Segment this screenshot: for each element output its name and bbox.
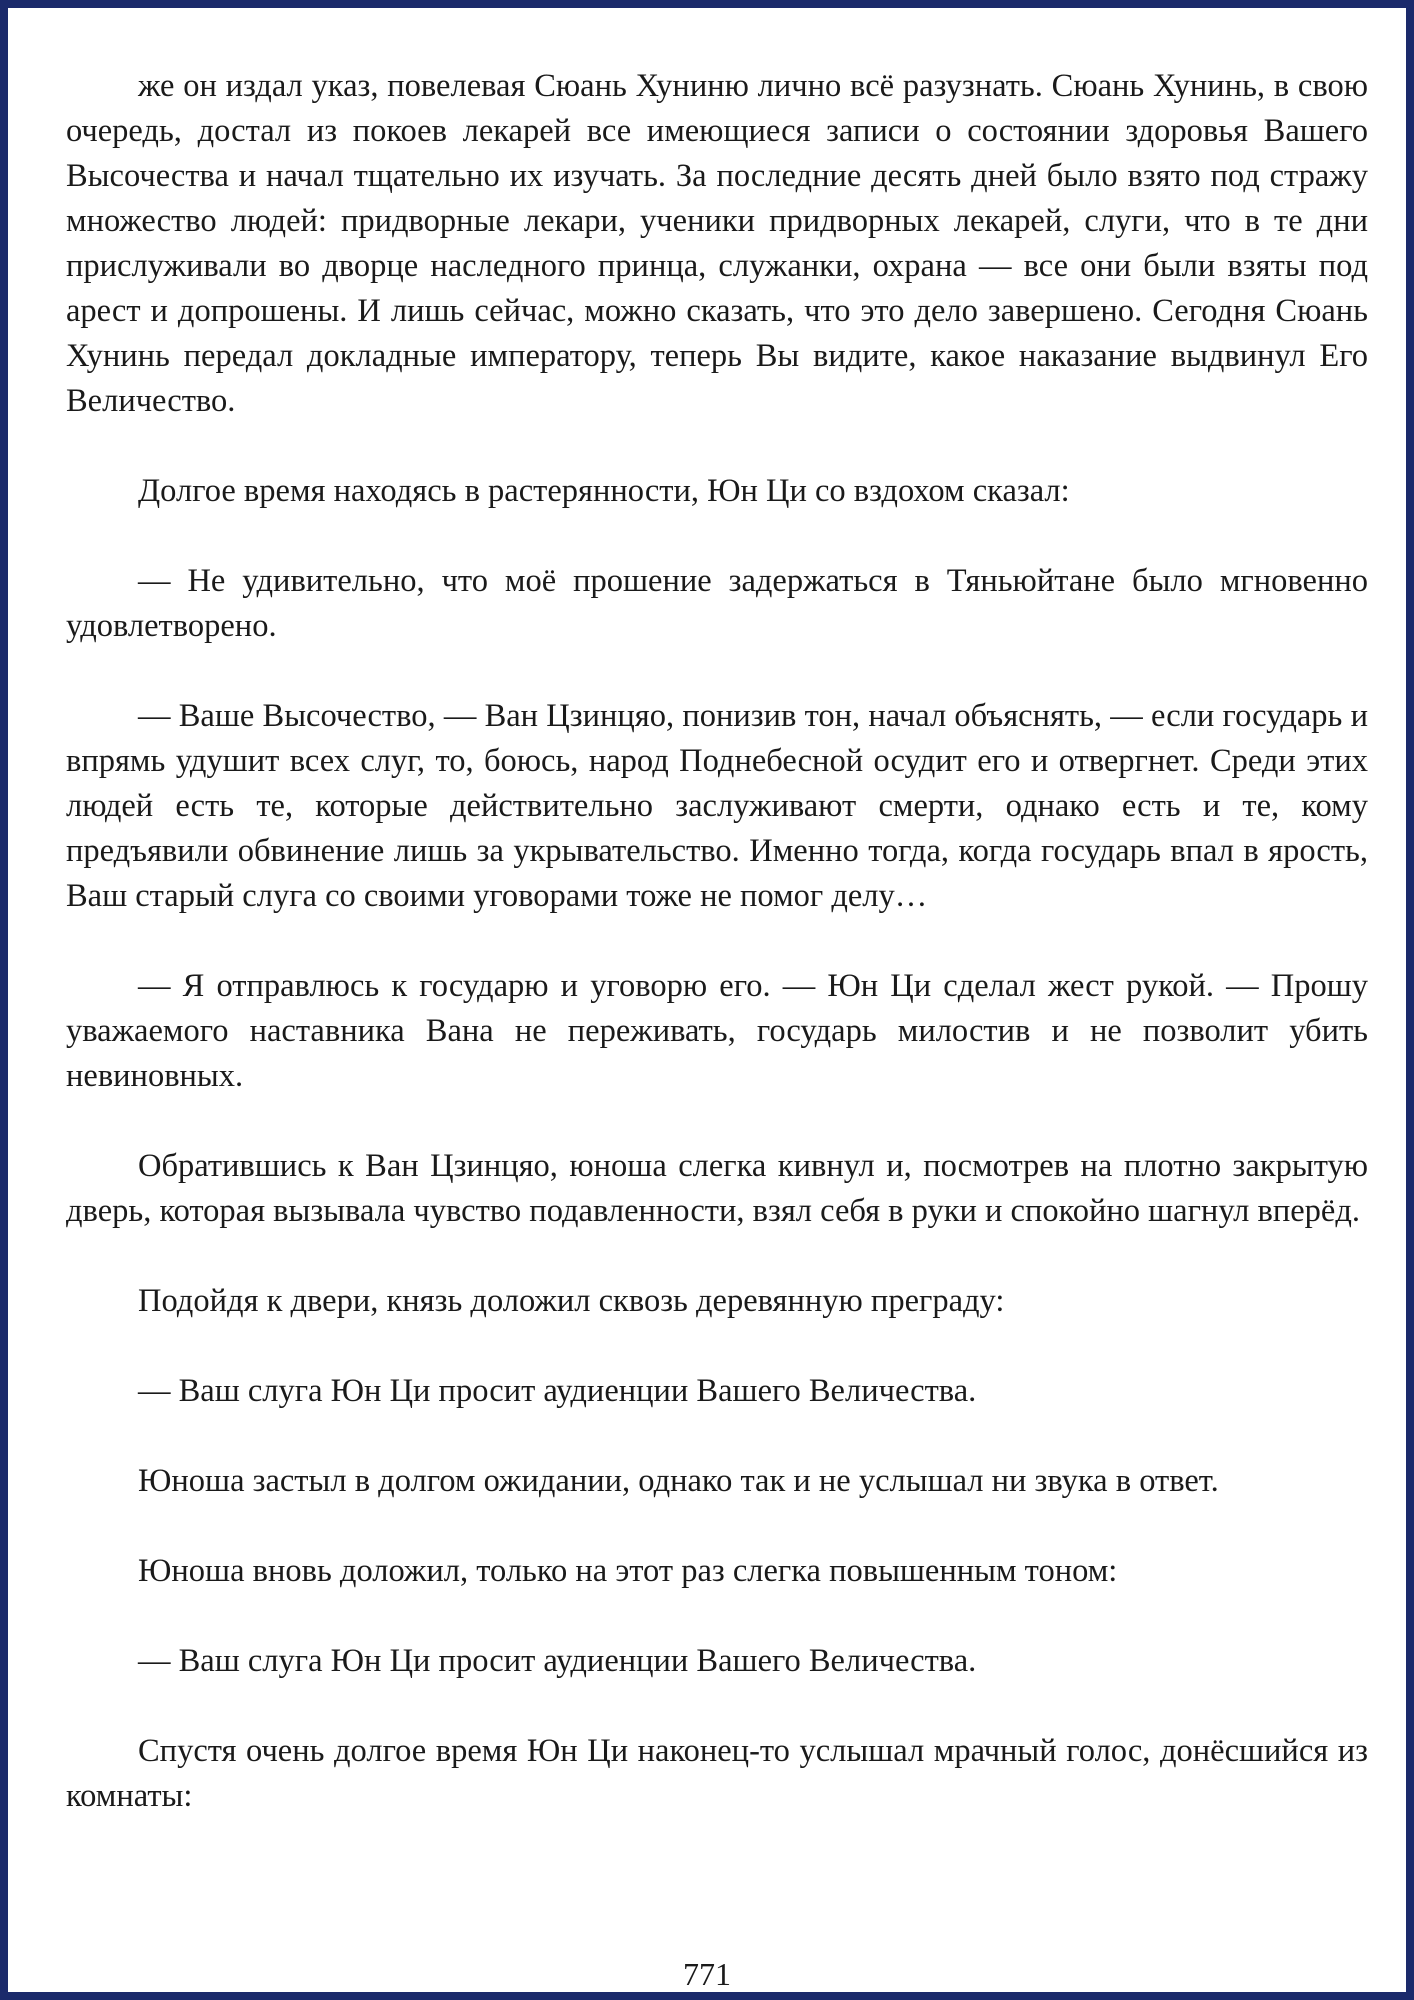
- paragraph-12: Спустя очень долгое время Юн Ци наконец-то услышал мрачный голос, донёсшийся из комнаты:: [66, 1733, 1368, 1814]
- paragraph-4: — Ваше Высочество, — Ван Цзинцяо, понизив тон, начал объяснять, — если государь и впрямь удушит всех слуг, то, боюсь, народ Поднебесной осудит его и отвергнет. Среди этих людей есть те, которые действительно заслуживают смерти, однако есть и те, кому предъявили обвинение лишь за укрывательство. Именно тогда, когда государь впал в ярость, Ваш старый слуга со своими уговорами тоже не помог делу…: [66, 698, 1368, 914]
- page-body-text: [66, 64, 1368, 1819]
- page-number: 771: [683, 1956, 731, 1992]
- paragraph-8: — Ваш слуга Юн Ци просит аудиенции Вашего Величества.: [138, 1373, 977, 1409]
- paragraph-9: Юноша застыл в долгом ожидании, однако так и не услышал ни звука в ответ.: [138, 1463, 1219, 1499]
- paragraph-1: же он издал указ, повелевая Сюань Хуниню лично всё разузнать. Сюань Хунинь, в свою очередь, достал из покоев лекарей все имеющиеся записи о состоянии здоровья Вашего Высочества и начал тщательно их изучать. За последние десять дней было взято под стражу множество людей: придворные лекари, ученики придворных лекарей, слуги, что в те дни прислуживали во дворце наследного принца, служанки, охрана — все они были взяты под арест и допрошены. И лишь сейчас, можно сказать, что это дело завершено. Сегодня Сюань Хунинь передал докладные императору, теперь Вы видите, какое наказание выдвинул Его Величество.: [66, 68, 1368, 419]
- paragraph-3: — Не удивительно, что моё прошение задержаться в Тяньюйтане было мгновенно удовлетворено.: [66, 563, 1368, 644]
- paragraph-2: Долгое время находясь в растерянности, Юн Ци со вздохом сказал:: [138, 473, 1070, 509]
- paragraph-10: Юноша вновь доложил, только на этот раз слегка повышенным тоном:: [138, 1553, 1118, 1589]
- paragraph-5: — Я отправлюсь к государю и уговорю его. — Юн Ци сделал жест рукой. — Прошу уважаемого наставника Вана не переживать, государь милостив и не позволит убить невиновных.: [66, 968, 1368, 1094]
- paragraph-6: Обратившись к Ван Цзинцяо, юноша слегка кивнул и, посмотрев на плотно закрытую дверь, которая вызывала чувство подавленности, взял себя в руки и спокойно шагнул вперёд.: [66, 1148, 1368, 1229]
- paragraph-7: Подойдя к двери, князь доложил сквозь деревянную преграду:: [138, 1283, 1005, 1319]
- paragraph-11: — Ваш слуга Юн Ци просит аудиенции Вашего Величества.: [138, 1643, 977, 1679]
